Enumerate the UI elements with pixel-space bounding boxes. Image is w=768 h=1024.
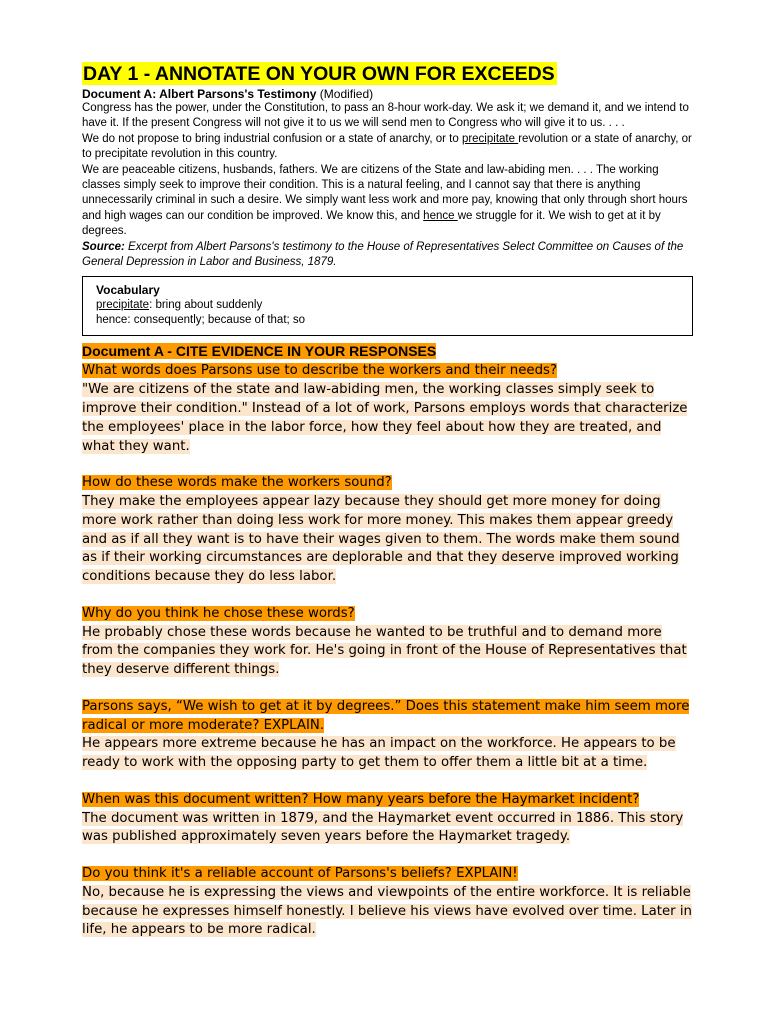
page-title-wrap — [82, 62, 692, 85]
vocabulary-title: Vocabulary — [96, 283, 160, 298]
vocabulary-term: precipitate — [96, 299, 150, 312]
answer-text: The document was written in 1879, and the Haymarket event occurred in 1886. This story was published approximately seven years before the Haymarket tragedy. — [82, 810, 684, 845]
responses-heading: Document A - CITE EVIDENCE IN YOUR RESPONSES — [82, 343, 437, 360]
paragraph-3-start: We are peaceable citizens, husbands, fathers. We are citizens of the State and law-abiding men. . . . The working classes simply seek to improve their condition. This is a natural feeling, and I cannot say that there is anything unnecessarily criminal in such a desire. We simply want less work and more pay, knowing that only through short hours and high wages can our condition be improved. We know this, and — [82, 163, 688, 222]
qa-item — [82, 864, 692, 939]
answer-text: He probably chose these words because he wanted to be truthful and to demand more from the companies they work for. He's going in front of the House of Representatives that they deserve different things. — [82, 624, 687, 678]
document-paragraph-1: Congress has the power, under the Constitution, to pass an 8-hour work-day. We ask it; we demand it, and we intend to have it. If the present Congress will not give it to us we will send men to Congress who will give it to us. . . . — [82, 102, 689, 130]
qa-item — [82, 473, 692, 586]
spacer — [82, 846, 692, 864]
qa-item — [82, 697, 692, 772]
document-text — [82, 101, 692, 240]
vocabulary-definition: : bring about suddenly — [149, 299, 263, 312]
question-text: What words does Parsons use to describe the workers and their needs? — [82, 363, 558, 379]
qa-item — [82, 604, 692, 679]
responses-heading-wrap — [82, 343, 692, 361]
document-paragraph-2 — [82, 132, 692, 163]
answer-text: They make the employees appear lazy because they should get more money for doing more work rather than doing less work for more money. This makes them appear greedy and as if all they want is to have their wages given to them. The words make them sound as if their working circumstances are deplorable and that they deserve improved working conditions because they do less labor. — [82, 494, 680, 585]
vocabulary-entry-hence: hence: consequently; because of that; so — [96, 314, 306, 327]
vocabulary-entry-precipitate — [96, 298, 682, 313]
answer-text: He appears more extreme because he has an impact on the workforce. He appears to be ready to work with the opposing party to get them to offer them a little bit at a time. — [82, 736, 676, 771]
qa-item — [82, 790, 692, 846]
source-text: Excerpt from Albert Parsons's testimony to the House of Representatives Select Committee on Causes of the General Depression in Labor and Business, 1879. — [82, 240, 684, 269]
qa-list — [82, 361, 692, 939]
document-heading — [82, 87, 692, 101]
spacer — [82, 455, 692, 473]
document-paragraph-3 — [82, 163, 692, 240]
vocabulary-box — [82, 276, 693, 336]
worksheet-page — [82, 62, 692, 939]
spacer — [82, 586, 692, 604]
question-text: Why do you think he chose these words? — [82, 605, 355, 621]
source-label: Source: — [82, 240, 125, 253]
answer-text: No, because he is expressing the views and viewpoints of the entire workforce. It is reliable because he expresses himself honestly. I believe his views have evolved over time. Later in life, he appears to be more radical. — [82, 884, 692, 938]
paragraph-2-end: revolution or a state of anarchy, or to precipitate revolution in this country. — [82, 132, 692, 161]
answer-text: "We are citizens of the state and law-abiding men, the working classes simply seek to improve their condition." Instead of a lot of work, Parsons employs words that characterize the employees' place in the labor force, how they feel about how they are treated, and what they want. — [82, 382, 688, 454]
spacer — [82, 772, 692, 790]
question-text: Parsons says, “We wish to get at it by degrees.” Does this statement make him seem more radical or more moderate? EXPLAIN. — [82, 698, 690, 733]
document-source — [82, 240, 692, 271]
document-heading-note: (Modified) — [319, 87, 374, 101]
document-heading-title: Document A: Albert Parsons's Testimony — [82, 87, 317, 101]
qa-item — [82, 361, 692, 455]
paragraph-2-start: We do not propose to bring industrial confusion or a state of anarchy, or to — [82, 132, 462, 145]
page-title: DAY 1 - ANNOTATE ON YOUR OWN FOR EXCEEDS — [83, 63, 555, 85]
spacer — [82, 679, 692, 697]
underlined-word-precipitate: precipitate — [461, 132, 519, 145]
question-text: Do you think it's a reliable account of Parsons's beliefs? EXPLAIN! — [82, 865, 518, 881]
underlined-word-hence: hence — [423, 209, 458, 222]
paragraph-3-end: we struggle for it. We wish to get at it by degrees. — [82, 209, 661, 238]
question-text: How do these words make the workers sound? — [82, 475, 392, 491]
question-text: When was this document written? How many years before the Haymarket incident? — [82, 791, 640, 807]
